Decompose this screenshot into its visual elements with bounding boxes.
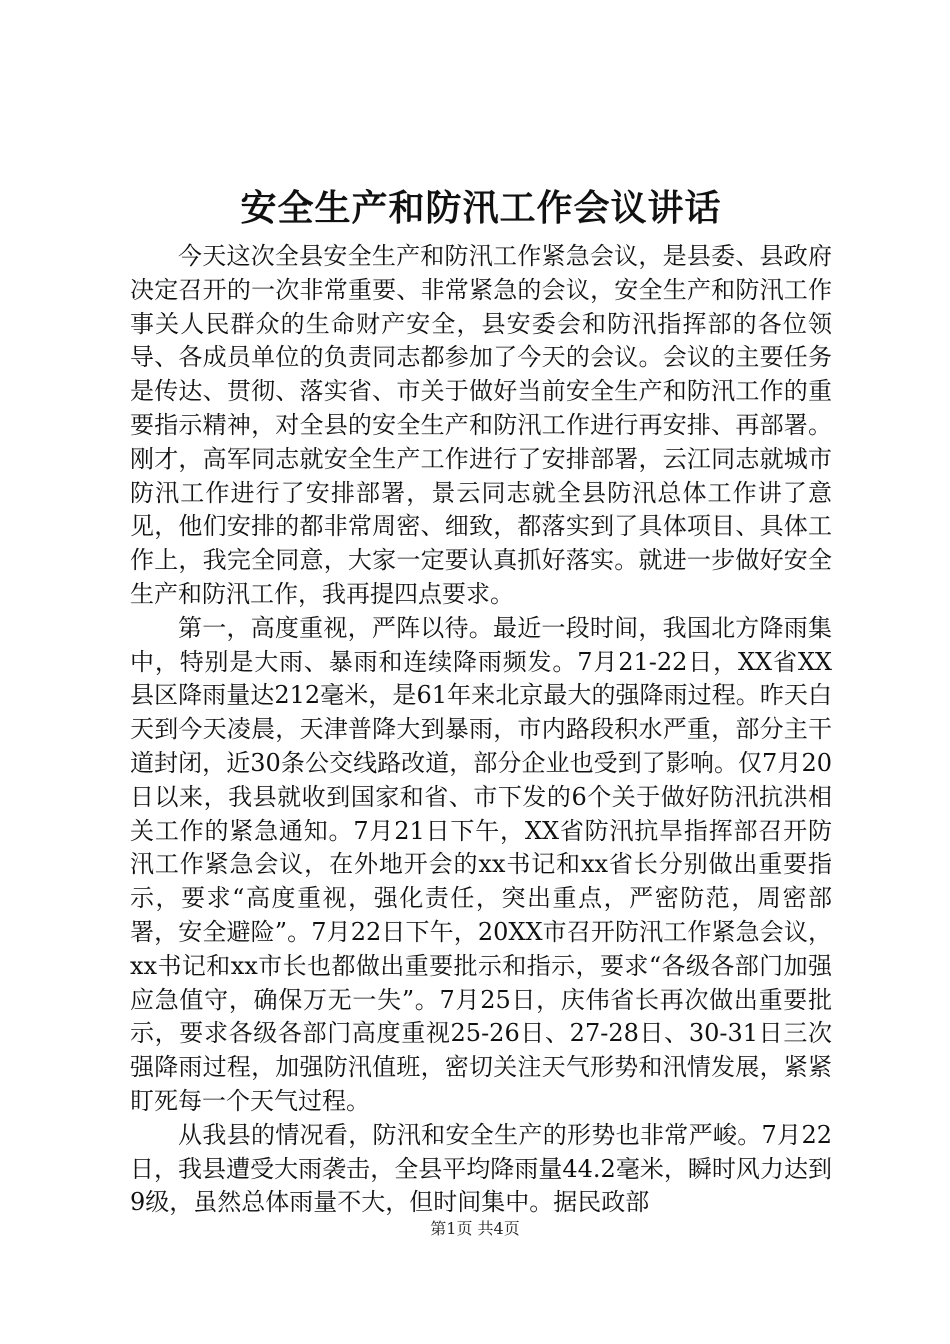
page-footer: 第1页 共4页 bbox=[430, 1219, 520, 1238]
paragraph-first-requirement: 第一，高度重视，严阵以待。最近一段时间，我国北方降雨集中，特别是大雨、暴雨和连续降雨频发。7月21-22日，XX省XX县区降雨量达212毫米，是61年来北京最大的强降雨过程。昨天白天到今天凌晨，天津普降大到暴雨，市内路段积水严重，部分主干道封闭，近30条公交线路改道，部分企业也受到了影响。仅7月20日以来，我县就收到国家和省、市下发的6个关于做好防汛抗洪相关工作的紧急通知。7月21日下午，XX省防汛抗旱指挥部召开防汛工作紧急会议，在外地开会的xx书记和xx省长分别做出重要指示，要求“高度重视，强化责任，突出重点，严密防范，周密部署，安全避险”。7月22日下午，20XX市召开防汛工作紧急会议，xx书记和xx市长也都做出重要批示和指示，要求“各级各部门加强应急值守，确保万无一失”。7月25日，庆伟省长再次做出重要批示，要求各级各部门高度重视25-26日、27-28日、30-31日三次强降雨过程，加强防汛值班，密切关注天气形势和汛情发展，紧紧盯死每一个天气过程。 bbox=[130, 613, 832, 1115]
paragraph-intro: 今天这次全县安全生产和防汛工作紧急会议，是县委、县政府决定召开的一次非常重要、非常紧急的会议，安全生产和防汛工作事关人民群众的生命财产安全，县安委会和防汛指挥部的各位领导、各成员单位的负责同志都参加了今天的会议。会议的主要任务是传达、贯彻、落实省、市关于做好当前安全生产和防汛工作的重要指示精神，对全县的安全生产和防汛工作进行再安排、再部署。刚才，高军同志就安全生产工作进行了安排部署，云江同志就城市防汛工作进行了安排部署，景云同志就全县防汛总体工作讲了意见，他们安排的都非常周密、细致，都落实到了具体项目、具体工作上，我完全同意，大家一定要认真抓好落实。就进一步做好安全生产和防汛工作，我再提四点要求。 bbox=[130, 242, 832, 608]
paragraph-county-situation: 从我县的情况看，防汛和安全生产的形势也非常严峻。7月22日，我县遭受大雨袭击，全县平均降雨量44.2毫米，瞬时风力达到9级，虽然总体雨量不大，但时间集中。据民政部 bbox=[130, 1120, 832, 1217]
document-page bbox=[130, 180, 832, 1220]
document-title: 安全生产和防汛工作会议讲话 bbox=[240, 187, 722, 229]
